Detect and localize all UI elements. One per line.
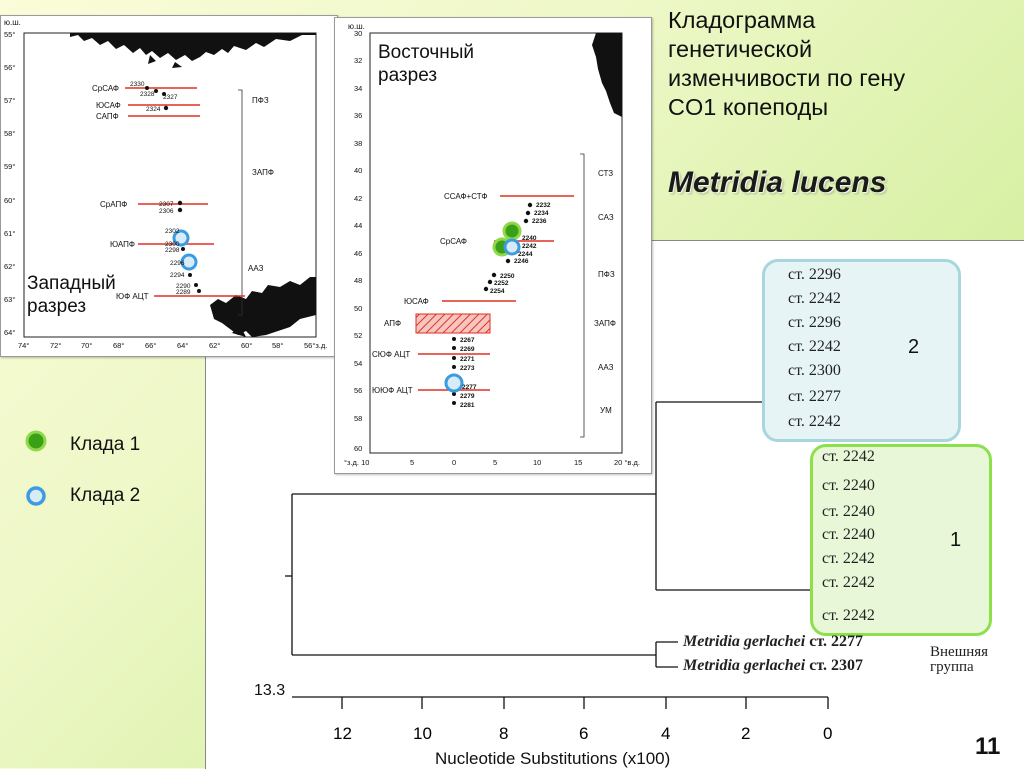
legend-clade1: Клада 1 — [70, 434, 141, 455]
east-lon-tick: 5 — [493, 458, 498, 467]
axis-tick-label: 6 — [579, 724, 589, 743]
east-front-label: ССАФ+СТФ — [444, 192, 488, 201]
west-front-label: ЮАПФ — [110, 240, 135, 249]
east-lat-tick: 60 — [354, 444, 363, 453]
west-front-label: СрСАФ — [92, 84, 119, 93]
axis-tick-label: 12 — [333, 724, 352, 743]
east-zone-label: СТЗ — [598, 169, 614, 178]
west-lat-tick: 57° — [4, 96, 16, 105]
slide-number: 11 — [975, 733, 1001, 760]
outgroup-station: ст. 2277 — [809, 633, 863, 650]
west-front-label: ЮФ АЦТ — [116, 292, 149, 301]
outgroup-species: Metridia gerlachei — [683, 633, 806, 650]
clade2-leaf: ст. 2300 — [788, 362, 841, 379]
clade1-leaf: ст. 2240 — [822, 526, 875, 543]
east-lat-tick: 38 — [354, 139, 363, 148]
clade1-leaf: ст. 2240 — [822, 477, 875, 494]
east-front-label: СрСАФ — [440, 237, 467, 246]
clade1-leaf: ст. 2242 — [822, 550, 875, 567]
east-lat-tick: 52 — [354, 331, 363, 340]
west-front-label: САПФ — [96, 112, 119, 121]
east-lon-tick: 0 — [452, 458, 457, 467]
east-station-label: 2267 — [460, 337, 475, 344]
west-station-label: 2294 — [170, 272, 185, 279]
west-lon-tick: 62° — [209, 341, 221, 350]
west-station-label: 2327 — [163, 94, 178, 101]
outgroup-station: ст. 2307 — [809, 657, 863, 674]
west-lon-tick: 74° — [18, 341, 30, 350]
east-station-label: 2244 — [518, 251, 533, 258]
east-lat-tick: 54 — [354, 359, 363, 368]
west-zone-label: ЗАПФ — [252, 168, 274, 177]
west-station-label: 2306 — [159, 208, 174, 215]
east-zone-label: ЗАПФ — [594, 319, 616, 328]
west-station-label: 2328 — [140, 91, 155, 98]
clade1-leaf: ст. 2242 — [822, 574, 875, 591]
east-station-label: 2269 — [460, 346, 475, 353]
west-lon-tick: 56°з.д. — [304, 341, 328, 350]
east-station-label: 2234 — [534, 210, 549, 217]
title-line-4: CO1 копеподы — [668, 94, 829, 120]
clade1-leaf: ст. 2240 — [822, 503, 875, 520]
west-station-label: 2289 — [176, 289, 191, 296]
axis-tick-label: 2 — [741, 724, 751, 743]
west-station-label: 2300 — [165, 241, 180, 248]
west-lon-tick: 68° — [113, 341, 125, 350]
west-lat-tick: 60° — [4, 196, 16, 205]
west-corner-label: ю.ш. — [4, 18, 21, 27]
east-station-label: 2271 — [460, 356, 475, 363]
west-lon-tick: 70° — [81, 341, 93, 350]
east-station-label: 2236 — [532, 218, 547, 225]
clade2-leaf: ст. 2242 — [788, 338, 841, 355]
east-station-label: 2273 — [460, 365, 475, 372]
outgroup-leaf — [683, 633, 863, 651]
east-station-label: 2252 — [494, 280, 509, 287]
east-lon-tick: 20 °в.д. — [614, 458, 640, 467]
clade2-leaf: ст. 2296 — [788, 314, 841, 331]
title-line-1: Кладограмма — [668, 7, 816, 33]
clade2-marker-icon — [25, 485, 47, 507]
east-front-label: СЮФ АЦТ — [372, 350, 411, 359]
outgroup-leaf — [683, 657, 863, 675]
east-lon-tick: 15 — [574, 458, 583, 467]
west-lat-tick: 58° — [4, 129, 16, 138]
east-station-label: 2232 — [536, 202, 551, 209]
title-line-2: генетической — [668, 36, 813, 62]
east-map-title: Восточный разрез — [378, 42, 475, 86]
west-lat-tick: 59° — [4, 162, 16, 171]
west-front-label: ЮСАФ — [96, 101, 121, 110]
west-lon-tick: 66° — [145, 341, 157, 350]
east-lon-tick: °з.д. 10 — [344, 458, 370, 467]
west-lat-tick: 55° — [4, 30, 16, 39]
west-lon-tick: 60° — [241, 341, 253, 350]
east-zone-label: УМ — [600, 406, 612, 415]
west-station-label: 2324 — [146, 106, 161, 113]
west-station-label: 2307 — [159, 201, 174, 208]
axis-tick-label: 10 — [413, 724, 432, 743]
east-lat-tick: 40 — [354, 166, 363, 175]
east-corner-label: ю.ш. — [348, 22, 365, 31]
east-lat-tick: 44 — [354, 221, 363, 230]
west-lat-tick: 63° — [4, 295, 16, 304]
clade2-leaf: ст. 2296 — [788, 266, 841, 283]
east-lat-tick: 30 — [354, 29, 363, 38]
east-station-label: 2254 — [490, 288, 505, 295]
east-station-label: 2246 — [514, 258, 529, 265]
east-zone-label: ААЗ — [598, 363, 614, 372]
east-zone-label: ПФЗ — [598, 270, 615, 279]
west-station-label: 2330 — [130, 81, 145, 88]
east-lat-tick: 56 — [354, 386, 363, 395]
axis-tick-label: 8 — [499, 724, 509, 743]
west-zone-label: ААЗ — [248, 264, 264, 273]
east-front-label: ЮСАФ — [404, 297, 429, 306]
west-lat-tick: 62° — [4, 262, 16, 271]
east-lat-tick: 36 — [354, 111, 363, 120]
west-front-label: СрАПФ — [100, 200, 128, 209]
clade1-marker-icon — [25, 430, 47, 452]
west-lat-tick: 56° — [4, 63, 16, 72]
east-station-label: 2281 — [460, 402, 475, 409]
east-zone-label: САЗ — [598, 213, 614, 222]
west-map-title: Западный разрез — [27, 273, 116, 317]
axis-title: Nucleotide Substitutions (x100) — [435, 749, 671, 768]
east-station-label: 2250 — [500, 273, 515, 280]
axis-tick-label: 0 — [823, 724, 833, 743]
east-front-label: ЮЮФ АЦТ — [372, 386, 413, 395]
east-lat-tick: 42 — [354, 194, 363, 203]
west-station-label: 2298 — [165, 247, 180, 254]
east-lon-tick: 5 — [410, 458, 415, 467]
outgroup-species: Metridia gerlachei — [683, 657, 806, 674]
clade1-leaf: ст. 2242 — [822, 607, 875, 624]
east-front-label: АПФ — [384, 319, 402, 328]
east-station-label: 2279 — [460, 393, 475, 400]
clade1-leaf: ст. 2242 — [822, 448, 875, 465]
west-lon-tick: 58° — [272, 341, 284, 350]
east-station-label: 2240 — [522, 235, 537, 242]
legend-clade2: Клада 2 — [70, 485, 141, 506]
east-station-label: 2277 — [462, 384, 477, 391]
clade2-leaf: ст. 2242 — [788, 413, 841, 430]
title-line-3: изменчивости по гену — [668, 65, 906, 91]
clade2-leaf: ст. 2277 — [788, 388, 841, 405]
west-zone-label: ПФЗ — [252, 96, 269, 105]
west-lon-tick: 72° — [50, 341, 62, 350]
west-station-label: 2296 — [170, 260, 185, 267]
root-value: 13.3 — [254, 682, 286, 699]
species-name: Metridia lucens — [668, 166, 887, 199]
east-station-label: 2242 — [522, 243, 537, 250]
east-lat-tick: 34 — [354, 84, 363, 93]
west-lat-tick: 61° — [4, 229, 16, 238]
west-lat-tick: 64° — [4, 328, 16, 337]
axis-tick-label: 4 — [661, 724, 671, 743]
clade2-number: 2 — [908, 336, 920, 358]
east-lat-tick: 58 — [354, 414, 363, 423]
east-lat-tick: 50 — [354, 304, 363, 313]
clade1-number: 1 — [950, 529, 962, 551]
west-lon-tick: 64° — [177, 341, 189, 350]
east-lon-tick: 10 — [533, 458, 542, 467]
outgroup-caption: Внешняя группа — [930, 644, 989, 675]
clade2-leaf: ст. 2242 — [788, 290, 841, 307]
west-station-label: 2302 — [165, 228, 180, 235]
west-station-label: 2290 — [176, 283, 191, 290]
east-lat-tick: 32 — [354, 56, 363, 65]
east-lat-tick: 46 — [354, 249, 363, 258]
east-lat-tick: 48 — [354, 276, 363, 285]
